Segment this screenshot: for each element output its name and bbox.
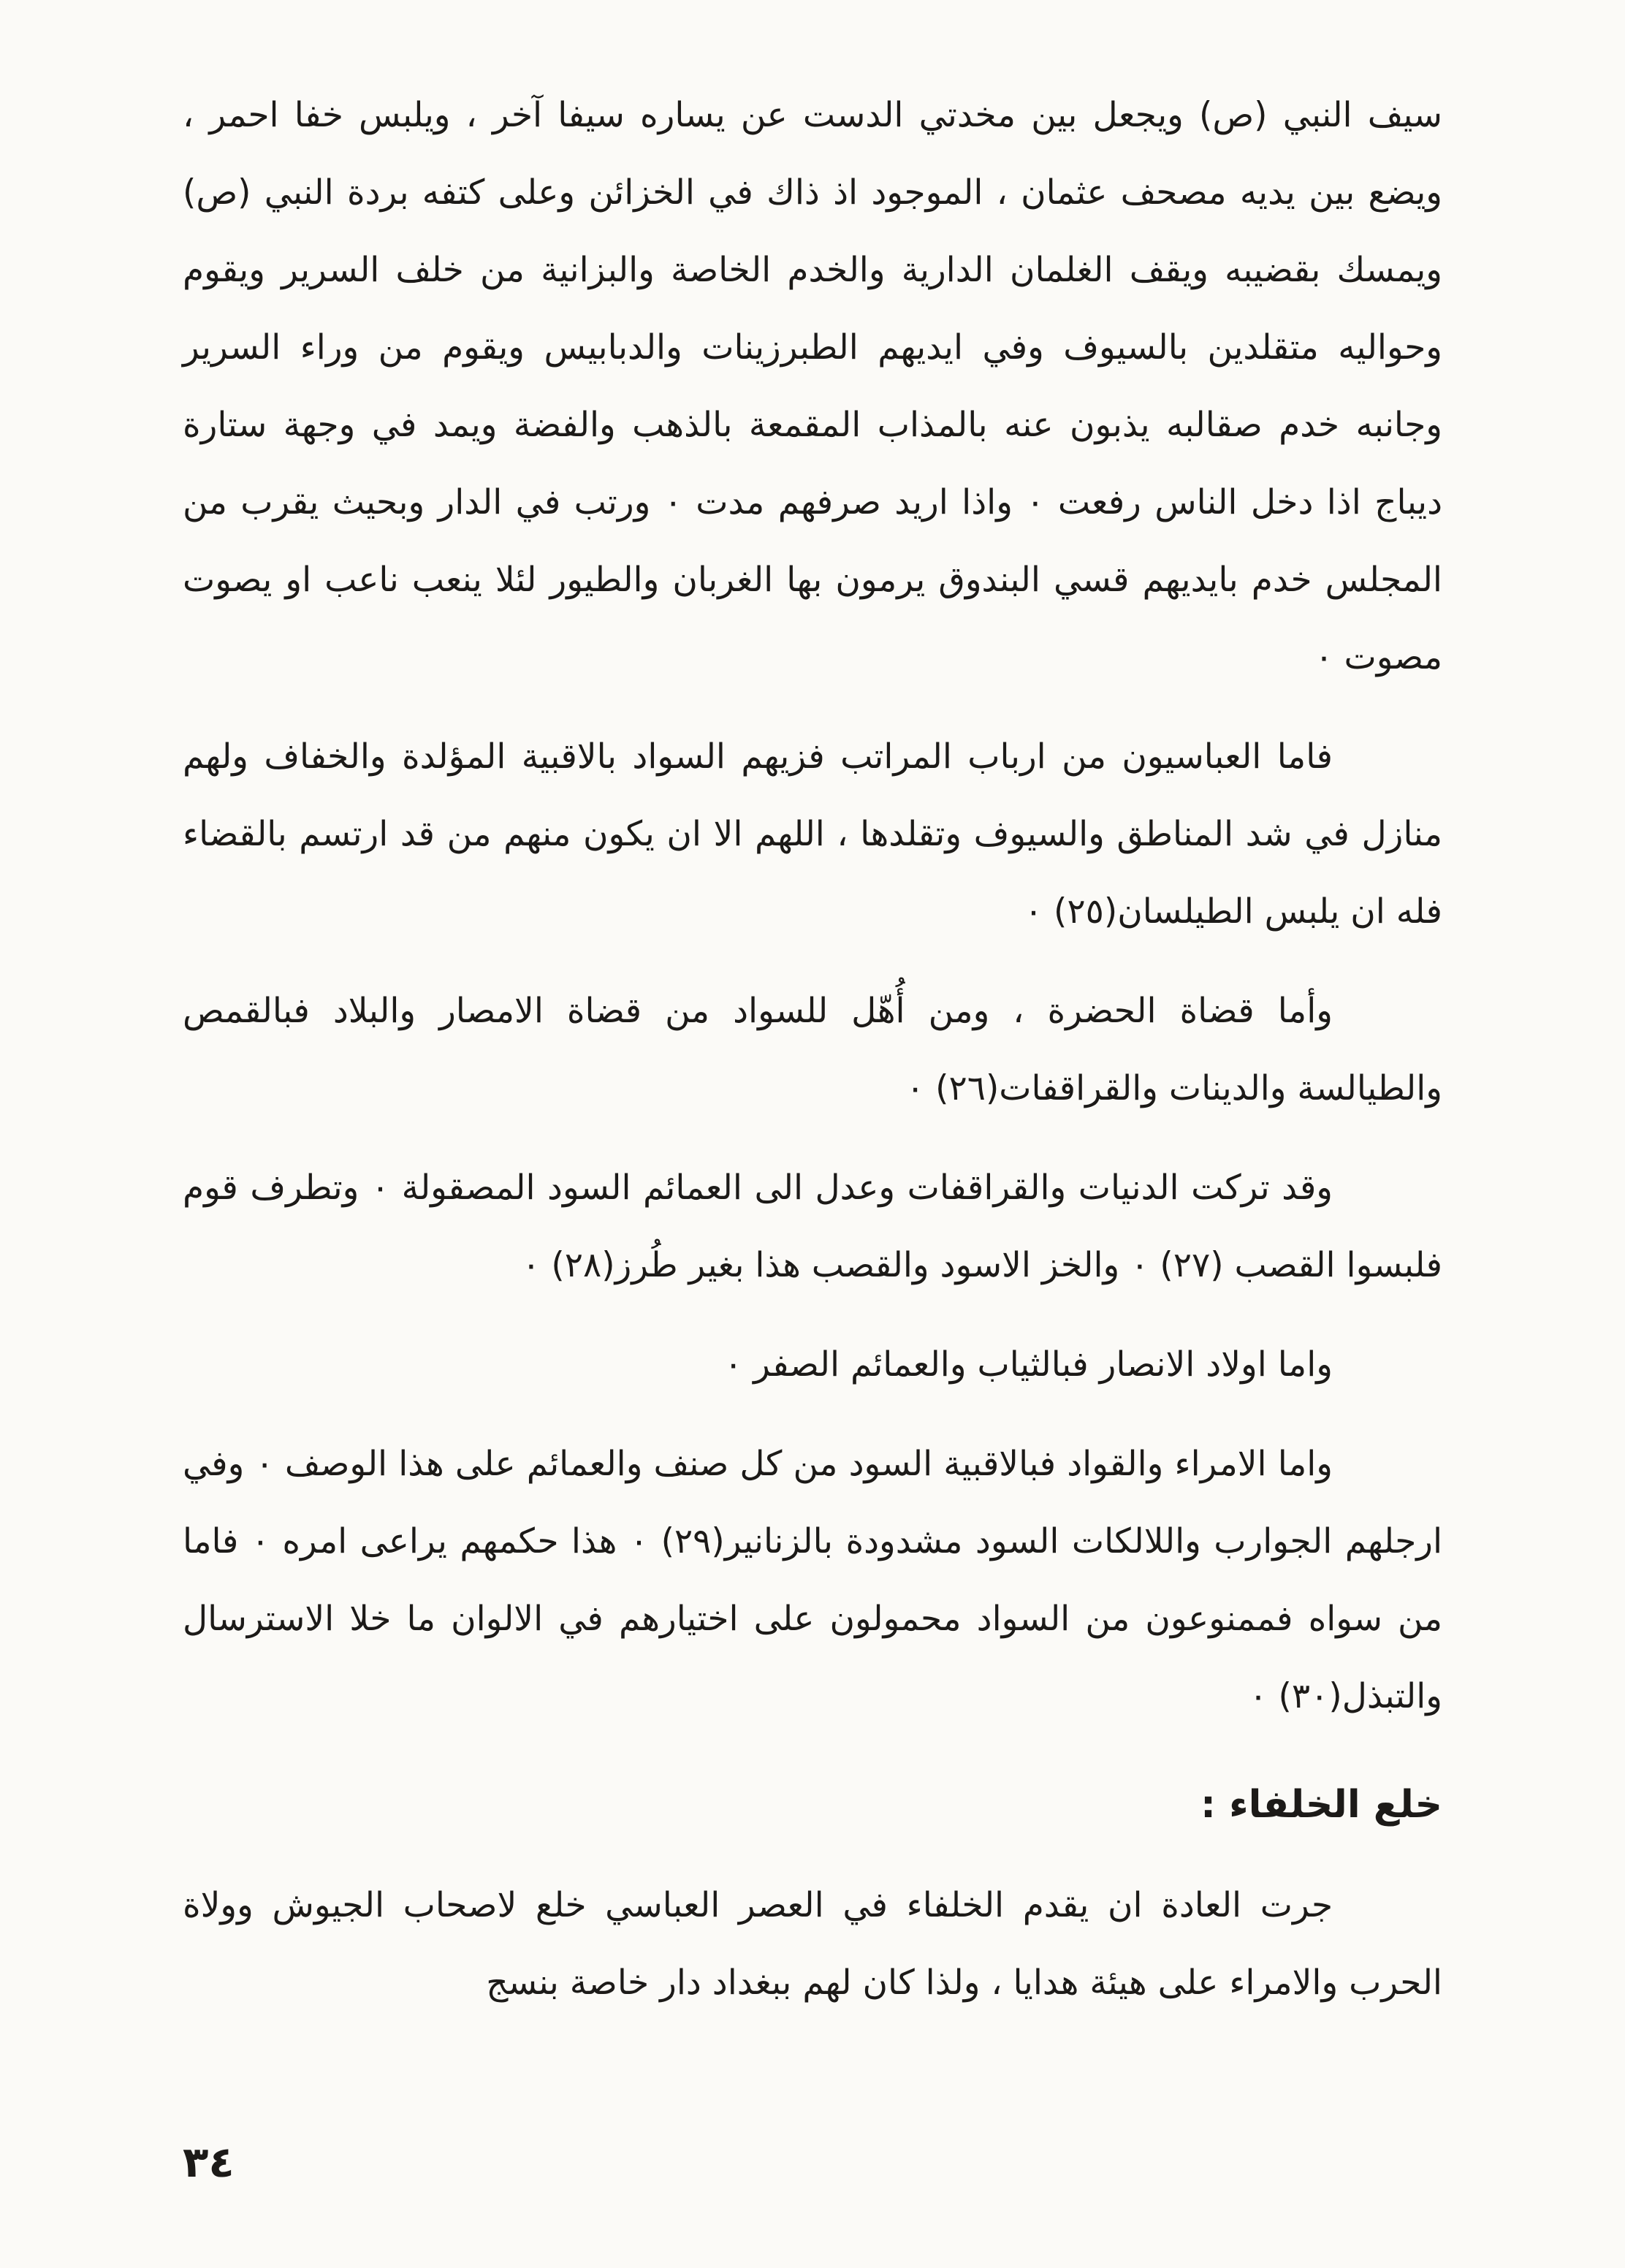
paragraph-6: واما الامراء والقواد فبالاقبية السود من كل صنف والعمائم على هذا الوصف ۰ وفي ارجلهم الجوارب واللالكات السود مشدودة بالزنانير(٢٩) ۰ هذا حكمهم يراعى امره ۰ فاما من سواه فممنوعون من السواد محمولون على اختيارهم في الالوان ما خلا الاسترسال والتبذل(٣٠) ۰ [183,1444,1443,1716]
section-heading: خلع الخلفاء : [1200,1783,1442,1827]
paragraph-4: وقد تركت الدنيات والقراقفات وعدل الى العمائم السود المصقولة ۰ وتطرف قوم فلبسوا القصب (٢٧) ۰ والخز الاسود والقصب هذا بغير طُرز(٢٨) ۰ [183,1168,1442,1285]
paragraph-3: وأما قضاة الحضرة ، ومن أُهّل للسواد من قضاة الامصار والبلاد فبالقمص والطيالسة والدينات والقراقفات(٢٦) ۰ [183,991,1442,1108]
paragraph-1: سيف النبي (ص) ويجعل بين مخدتي الدست عن يساره سيفا آخر ، ويلبس خفا احمر ، ويضع بين يديه مصحف عثمان ، الموجود اذ ذاك في الخزائن وعلى كتفه بردة النبي (ص) ويمسك بقضيبه ويقف الغلمان الدارية والخدم الخاصة والبزانية من خلف السرير ويقوم وحواليه متقلدين بالسيوف وفي ايديهم الطبرزينات والدبابيس ويقوم من وراء السرير وجانبه خدم صقالبه يذبون عنه بالمذاب المقمعة بالذهب والفضة ويمد في وجهة ستارة ديباج اذا دخل الناس رفعت ۰ واذا اريد صرفهم مدت ۰ ورتب في الدار وبحيث يقرب من المجلس خدم بايديهم قسي البندوق يرمون بها الغربان والطيور لئلا ينعب ناعب او يصوت مصوت ۰ [183,95,1443,677]
page-number: ٣٤ [183,2137,235,2187]
paragraph-5: واما اولاد الانصار فبالثياب والعمائم الصفر ۰ [723,1344,1333,1385]
paragraph-2: فاما العباسيون من ارباب المراتب فزيهم السواد بالاقبية المؤلدة والخفاف ولهم منازل في شد المناطق والسيوف وتقلدها ، اللهم الا ان يكون منهم من قد ارتسم بالقضاء فله ان يلبس الطيلسان(٢٥) ۰ [183,737,1442,932]
paragraph-7: جرت العادة ان يقدم الخلفاء في العصر العباسي خلع لاصحاب الجيوش وولاة الحرب والامراء على هيئة هدايا ، ولذا كان لهم ببغداد دار خاصة بنسج [183,1885,1442,2003]
